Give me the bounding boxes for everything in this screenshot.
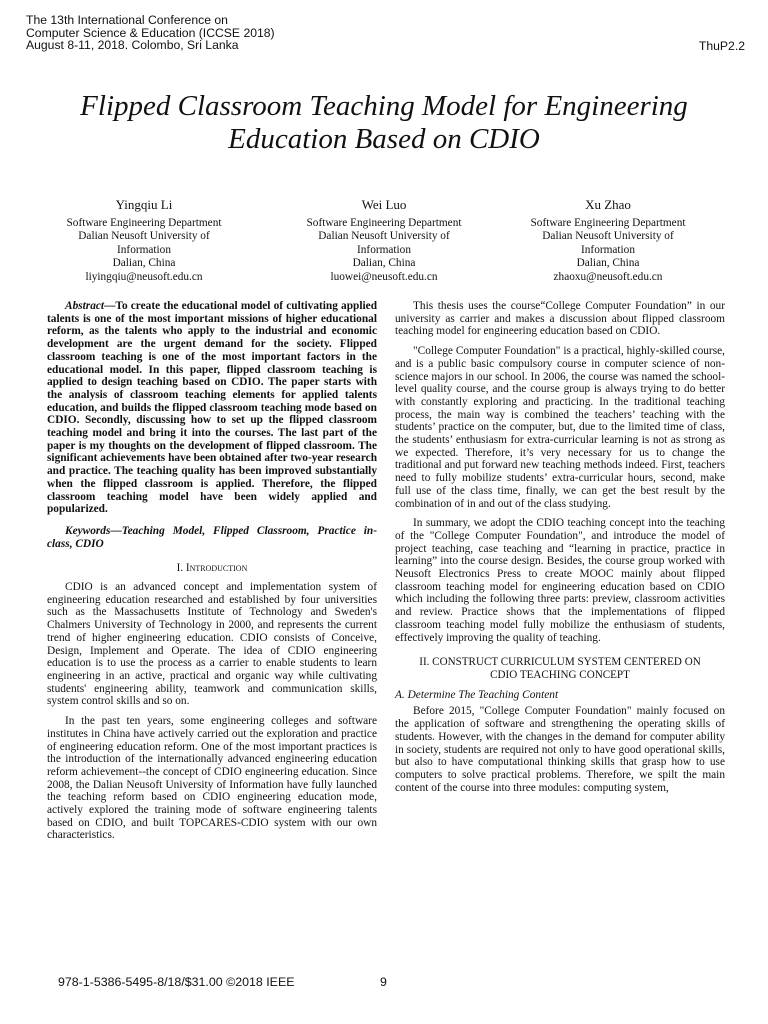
abstract-text: —To create the educational model of cultivating applied talents is one of the most important missions of higher educational reform, as the talents who apply to the industrial and economic development are the urgent demand for the society. Flipped classroom teaching is one of the most important factors in the educational model. In this paper, flipped classroom teaching is applied to design teaching based on CDIO. The paper starts with the analysis of classroom teaching elements for applied talents education, and builds the flipped classroom teaching mode based on CDIO. Secondly, discussing how to set up the flipped classroom teaching model and bring it into the courses. The last part of the paper is my thoughts on the development of flipped classroom. The significant achievements have been obtained after two-year research and practice. The teaching quality has been improved substantially when the flipped classroom is applied. Therefore, the flipped classroom teaching model have been widely applied and popularized. [47, 300, 377, 516]
right-column [395, 300, 725, 801]
keywords-text: —Teaching Model, Flipped Classroom, Practice in-class, CDIO [47, 524, 377, 550]
conference-name: The 13th International Conference on [26, 13, 228, 27]
paper-title [0, 90, 768, 156]
subsection-heading: A. Determine The Teaching Content [395, 688, 559, 701]
paper-title-line-2: Education Based on CDIO [228, 123, 540, 155]
section-title: Introduction [185, 562, 248, 575]
author-department: Software Engineering Department [66, 216, 222, 229]
footer-isbn: 978-1-5386-5495-8/18/$31.00 ©2018 IEEE [58, 975, 295, 989]
section-heading-line-1: II. CONSTRUCT CURRICULUM SYSTEM CENTERED ON [419, 656, 701, 669]
author-department: Software Engineering Department [306, 216, 462, 229]
author-university: Dalian Neusoft University of [78, 230, 210, 242]
author-name: Xu Zhao [585, 197, 631, 212]
author-email: zhaoxu@neusoft.edu.cn [553, 270, 663, 283]
section-heading-curriculum [395, 656, 725, 681]
paragraph: This thesis uses the course“College Computer Foundation” in our university as carrier and makes a discussion about flipped classroom teaching model for engineering education based on CDIO. [395, 300, 725, 338]
author-block [498, 198, 718, 284]
conference-subtitle: Computer Science & Education (ICCSE 2018) [26, 25, 275, 40]
paragraph: Before 2015, "College Computer Foundation" mainly focused on the application of software and strengthening the operating skills of students. However, with the changes in the demand for computer ability in society, students are required not only to have good operational skills, but also to have computational thinking skills that grasp how to use computers to solve practical problems. Therefore, we spilt the main content of the course into three modules: computing system, [395, 705, 725, 794]
author-university-cont: Information [581, 243, 635, 256]
author-email: liyingqiu@neusoft.edu.cn [85, 270, 203, 283]
conference-info [26, 14, 275, 52]
author-block [274, 198, 494, 284]
keywords [47, 525, 377, 550]
paragraph: "College Computer Foundation" is a practical, highly-skilled course, and is a public basic compulsory course in computer science of non-science majors in our school. In 2006, the course was named the school-level quality course, and the course group is always trying to do better with constantly exploring and practicing. In the traditional teaching process, the main way is combined the teachers’ teaching with the students’ practice on the computer, but, due to the limited time of class, the students’ enthusiasm for extra-curricular learning is not as strong as we expected. Therefore, it’s very necessary for us to change the traditional and put forward new teaching methods indeed. First, teachers need to fully mobilize students’ extra-curricular hours, second, make full use of the class time, finally, we can get the best result by the combination of in and out of the class studying. [395, 345, 725, 510]
paragraph: In summary, we adopt the CDIO teaching concept into the teaching of the "College Computer Foundation", and introduce the model of project teaching, case teaching and “learning in practice, practice in learning” into the course design. Besides, the course group worked with Neusoft Electronics Press to create MOOC mainly about flipped classroom teaching model for engineering education based on CDIO which including the following three parts: preview, classroom activities and review. Practice shows that the implementations of flipped classroom teaching model fully mobilize the enthusiasm of students, effectively improving the quality of teaching. [395, 517, 725, 644]
author-university-cont: Information [117, 243, 171, 256]
paragraph: In the past ten years, some engineering colleges and software institutes in China have actively carried out the exploration and practice of engineering education reform. One of the most important practices is the introduction of the internationally advanced engineering education reform achievement--the concept of CDIO engineering education. Since 2008, the Dalian Neusoft University of Information have fully launched the teaching reform based on CDIO engineering education mode, actively explored the training mode of software engineering talents based on CDIO, and built TOPCARES-CDIO system with our own characteristics. [47, 715, 377, 842]
author-university: Dalian Neusoft University of [318, 230, 450, 242]
author-block [34, 198, 254, 284]
conference-date-location: August 8-11, 2018. Colombo, Sri Lanka [26, 38, 239, 53]
abstract-label: Abstract [65, 300, 105, 312]
paper-title-line-1: Flipped Classroom Teaching Model for Engineering [80, 90, 688, 122]
author-email: luowei@neusoft.edu.cn [330, 270, 438, 283]
section-number: I. [176, 562, 186, 575]
session-code: ThuP2.2 [698, 39, 745, 53]
left-column [47, 300, 377, 849]
author-university: Dalian Neusoft University of [542, 230, 674, 242]
paragraph: CDIO is an advanced concept and implementation system of engineering education researched and established by four universities such as the Massachusetts Institute of Technology and Sweden's Chalmers University of Technology in 2000, and represents the current trend of higher engineering education. CDIO consists of Conceive, Design, Implement and Operate. The idea of CDIO engineering education is to use the process as a carrier to enable students to learn engineering in an active, practical and organic way while cultivating students' engineering ability, teamwork and communication skills, system control skills and so on. [47, 581, 377, 708]
author-department: Software Engineering Department [530, 216, 686, 229]
author-city: Dalian, China [352, 257, 416, 269]
section-heading-introduction [47, 562, 377, 575]
author-city: Dalian, China [112, 257, 176, 269]
author-university-cont: Information [357, 243, 411, 256]
author-name: Wei Luo [361, 197, 407, 212]
abstract [47, 300, 377, 516]
page-number: 9 [380, 975, 387, 989]
section-heading-line-2: CDIO TEACHING CONCEPT [490, 668, 630, 681]
author-city: Dalian, China [576, 257, 640, 269]
author-name: Yingqiu Li [115, 197, 173, 212]
keywords-label: Keywords [65, 524, 111, 537]
